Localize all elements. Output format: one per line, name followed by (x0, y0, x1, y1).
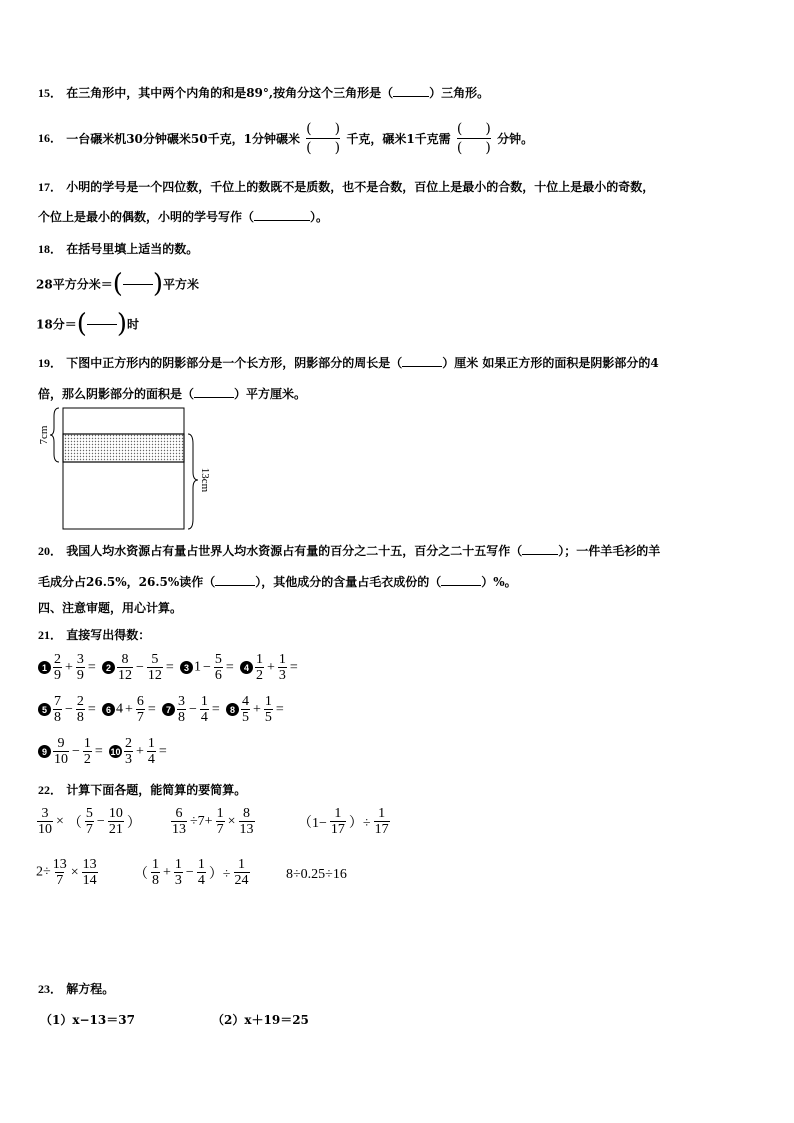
fraction: $\frac{1}{17}$ (374, 806, 389, 837)
question-number: 15． (38, 86, 63, 100)
question-text: 小明的学号是一个四位数，千位上的数既不是质数，也不是合数，百位上是最小的合数，十位上是最小的奇数， (66, 180, 655, 194)
question-20-line-2 (38, 573, 517, 590)
question-text: 毛成分占26.5%，26.5%读作（ (38, 575, 216, 589)
item-8: 8 $\frac{4}{5}$ + $\frac{1}{5}$ = (226, 702, 286, 716)
question-text-tail: ）%。 (481, 575, 517, 589)
fraction-numerator-blank[interactable]: ( ) (456, 121, 491, 137)
fraction: $\frac{2}{9}$ (54, 652, 61, 683)
question-number: 23． (38, 982, 63, 996)
question-20 (38, 542, 660, 559)
fraction: $\frac{5}{7}$ (85, 806, 93, 837)
answer-blank[interactable] (393, 96, 429, 97)
question-22 (38, 781, 246, 798)
item-5: 5 $\frac{7}{8}$ − $\frac{2}{8}$ = (38, 702, 102, 716)
question-text: 在括号里填上适当的数。 (66, 242, 199, 256)
item-number-badge: 7 (162, 703, 175, 716)
fraction-denominator-blank[interactable]: ( ) (456, 140, 491, 156)
fraction: $\frac{1}{17}$ (330, 806, 345, 837)
fraction: $\frac{1}{4}$ (147, 736, 155, 767)
q22-problem-6: 8÷0.25÷16 (286, 867, 347, 882)
question-text: 计算下面各题，能简算的要简算。 (66, 783, 247, 797)
fraction: $\frac{1}{3}$ (174, 857, 182, 888)
fraction: $\frac{1}{5}$ (264, 694, 272, 725)
fraction: $\frac{3}{8}$ (178, 694, 185, 725)
row-text: 18分＝ (36, 317, 77, 332)
row-text-unit: 时 (127, 317, 140, 332)
question-text-tail: 分钟。 (497, 132, 534, 146)
item-6: 6 4 + $\frac{6}{7}$ = (102, 702, 162, 716)
answer-fraction-blank[interactable] (306, 120, 340, 157)
item-number-badge: 10 (110, 746, 121, 757)
fraction: $\frac{8}{12}$ (118, 652, 132, 683)
q22-problem-1: $\frac{3}{10}$ × （ $\frac{5}{7}$ − $\frac{10}{21}$ ） (38, 806, 141, 837)
question-text: 直接写出得数： (66, 628, 151, 642)
fraction: $\frac{4}{5}$ (242, 694, 249, 725)
fraction: $\frac{5}{6}$ (214, 652, 222, 683)
label-13cm: 13cm (199, 467, 211, 493)
brace-7cm (50, 408, 59, 462)
item-number-badge: 9 (38, 745, 51, 758)
item-10: 10 $\frac{2}{3}$ + $\frac{1}{4}$ = (110, 736, 167, 767)
item-number-badge: 3 (180, 661, 193, 674)
question-text: 在三角形中，其中两个内角的和是89°,按角分这个三角形是（ (66, 86, 394, 100)
question-18-row-2 (36, 311, 139, 337)
question-text-tail: ）。 (310, 210, 329, 224)
row-text-unit: 平方米 (163, 277, 200, 292)
fraction: $\frac{9}{10}$ (54, 736, 68, 767)
q22-problem-4: 2÷ $\frac{13}{7}$ × $\frac{13}{14}$ (36, 857, 97, 888)
fraction: $\frac{3}{9}$ (76, 652, 84, 683)
fraction: $\frac{1}{8}$ (152, 857, 159, 888)
answer-blank[interactable] (215, 585, 255, 586)
equation-2: （2）x＋19＝25 (212, 1013, 309, 1027)
fraction: $\frac{2}{8}$ (76, 694, 84, 725)
fraction-denominator-blank[interactable]: ( ) (306, 140, 341, 156)
answer-blank[interactable] (402, 366, 442, 367)
q22-problem-3: （1− $\frac{1}{17}$ ）÷ $\frac{1}{17}$ (298, 806, 389, 837)
answer-blank[interactable] (254, 220, 310, 221)
question-number: 17． (38, 180, 63, 194)
fraction: $\frac{3}{10}$ (38, 806, 52, 837)
brace-13cm (188, 434, 198, 529)
q21-row-1 (38, 652, 300, 683)
question-number: 19． (38, 356, 63, 370)
fraction: $\frac{1}{3}$ (278, 652, 286, 683)
item-number-badge: 4 (240, 661, 253, 674)
question-15 (38, 84, 489, 101)
question-text-tail: ）平方厘米。 (234, 387, 307, 401)
fraction: $\frac{5}{12}$ (147, 652, 162, 683)
paren-right: ) (116, 309, 128, 339)
fraction: $\frac{10}{21}$ (108, 806, 123, 837)
fraction: $\frac{1}{2}$ (83, 736, 91, 767)
fraction: $\frac{13}{14}$ (82, 857, 97, 888)
item-9: 9 $\frac{9}{10}$ − $\frac{1}{2}$ = (38, 744, 109, 758)
question-number: 20． (38, 544, 63, 558)
fraction: $\frac{6}{7}$ (136, 694, 144, 725)
item-3: 3 1 − $\frac{5}{6}$ = (180, 660, 240, 674)
question-18-row-1 (36, 271, 199, 297)
answer-blank[interactable] (441, 585, 481, 586)
answer-fraction-blank[interactable] (457, 120, 491, 157)
fraction: $\frac{13}{7}$ (52, 857, 67, 888)
question-text: 个位上是最小的偶数，小明的学号写作（ (38, 210, 255, 224)
question-number: 18． (38, 242, 63, 256)
q21-row-2 (38, 694, 286, 725)
question-text-tail: ）三角形。 (429, 86, 490, 100)
equation-1: （1）x−13＝37 (40, 1013, 135, 1027)
item-number-badge: 1 (38, 661, 51, 674)
square-outline (63, 408, 184, 529)
fraction-numerator-blank[interactable]: ( ) (306, 121, 341, 137)
q21-row-3 (38, 736, 169, 767)
question-text: ）厘米 如果正方形的面积是阴影部分的4 (442, 356, 659, 370)
question-17-line-2 (38, 208, 328, 225)
row-text: 28平方分米＝ (36, 277, 113, 292)
question-19-line-2 (38, 385, 306, 402)
question-19 (38, 354, 659, 371)
question-text: 一台碾米机30分钟碾米50千克，1分钟碾米 (66, 132, 300, 146)
question-23 (38, 980, 114, 997)
question-number: 22． (38, 783, 63, 797)
question-text: 下图中正方形内的阴影部分是一个长方形，阴影部分的周长是（ (66, 356, 403, 370)
question-18 (38, 240, 198, 257)
fraction: $\frac{1}{4}$ (197, 857, 205, 888)
fraction: $\frac{1}{4}$ (200, 694, 208, 725)
shaded-rectangle (63, 434, 184, 462)
fraction: $\frac{6}{13}$ (172, 806, 186, 837)
question-text: 倍，那么阴影部分的面积是（ (38, 387, 195, 401)
paren-left: ( (76, 309, 87, 339)
item-number-badge: 2 (102, 661, 115, 674)
fraction: $\frac{1}{24}$ (234, 857, 249, 888)
fraction: $\frac{7}{8}$ (54, 694, 61, 725)
item-1: 1 $\frac{2}{9}$ + $\frac{3}{9}$ = (38, 660, 102, 674)
item-number-badge: 8 (226, 703, 239, 716)
question-text: ），其他成分的含量占毛衣成份的（ (255, 575, 442, 589)
question-16 (38, 120, 533, 157)
q22-problem-2: $\frac{6}{13}$ ÷7+ $\frac{1}{7}$ × $\frac{8}{13}$ (172, 806, 254, 837)
question-text: ）；一件羊毛衫的羊 (558, 544, 661, 558)
fraction: $\frac{1}{7}$ (216, 806, 224, 837)
item-7: 7 $\frac{3}{8}$ − $\frac{1}{4}$ = (162, 702, 226, 716)
question-number: 16． (38, 131, 63, 145)
square-figure (34, 404, 214, 534)
question-text: 千克，碾米1千克需 (346, 132, 451, 146)
answer-blank[interactable] (123, 284, 153, 285)
fraction: $\frac{1}{2}$ (256, 652, 263, 683)
item-number-badge: 6 (102, 703, 115, 716)
item-number-badge: 5 (38, 703, 51, 716)
answer-blank[interactable] (194, 397, 234, 398)
paren-right: ) (152, 269, 164, 299)
label-7cm: 7cm (38, 425, 50, 445)
section-heading: 四、注意审题，用心计算。 (38, 601, 183, 615)
paren-left: ( (112, 269, 123, 299)
question-21 (38, 626, 150, 643)
item-2: 2 $\frac{8}{12}$ − $\frac{5}{12}$ = (102, 660, 180, 674)
item-4: 4 $\frac{1}{2}$ + $\frac{1}{3}$ = (240, 660, 300, 674)
question-number: 21． (38, 628, 63, 642)
fraction: $\frac{2}{3}$ (125, 736, 132, 767)
q22-problem-5: （ $\frac{1}{8}$ + $\frac{1}{3}$ − $\frac{1}{4}$ ）÷ $\frac{1}{24}$ (134, 857, 249, 888)
answer-blank[interactable] (522, 554, 558, 555)
question-text: 解方程。 (66, 982, 115, 996)
answer-blank[interactable] (87, 324, 117, 325)
fraction: $\frac{8}{13}$ (239, 806, 254, 837)
question-text: 我国人均水资源占有量占世界人均水资源占有量的百分之二十五，百分之二十五写作（ (66, 544, 523, 558)
question-17 (38, 178, 654, 195)
